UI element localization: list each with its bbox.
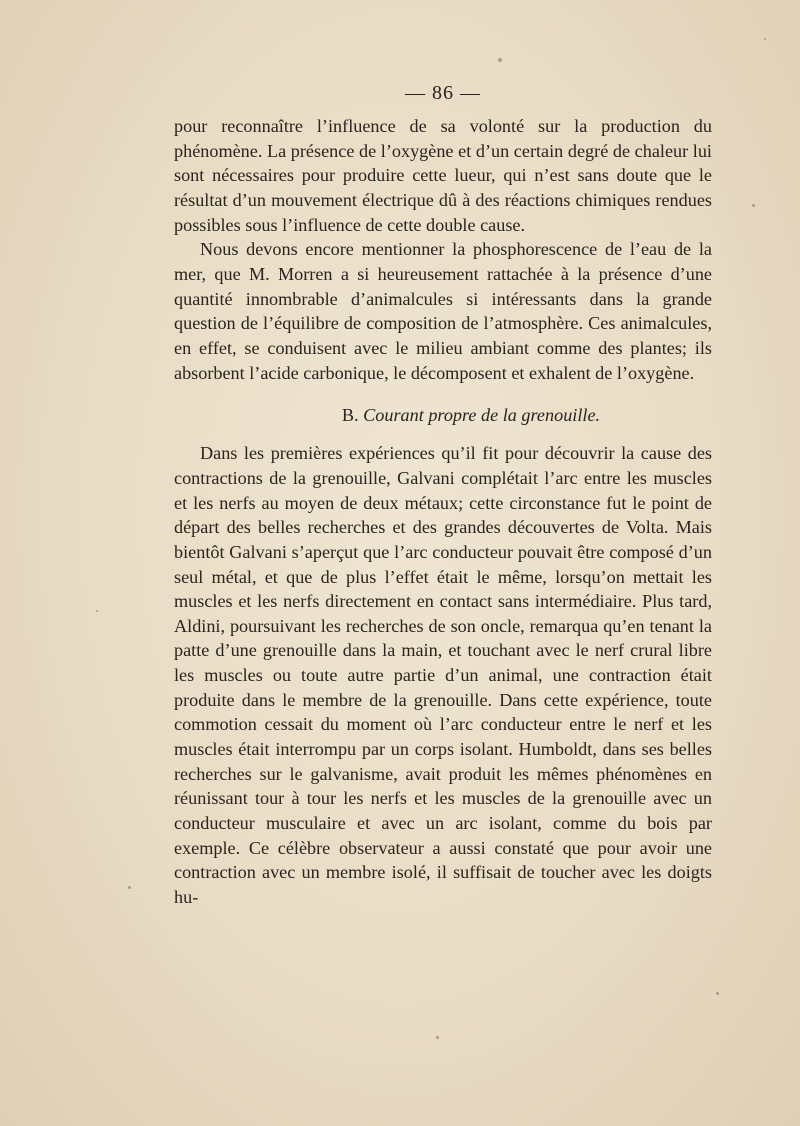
paper-speck bbox=[716, 992, 719, 995]
paper-speck bbox=[498, 58, 502, 62]
paper-speck bbox=[96, 610, 98, 612]
section-letter: B. bbox=[341, 405, 359, 426]
paper-speck bbox=[764, 38, 766, 40]
body-text bbox=[174, 114, 712, 910]
paper-speck bbox=[128, 886, 131, 889]
section-heading bbox=[174, 403, 712, 427]
paragraph: Dans les premières expériences qu’il fit pour découvrir la cause des contractions de la grenouille, Galvani complétait l’arc entre les muscles et les nerfs au moyen de deux métaux; cette circonstance fut le point de départ des belles recherches et des grandes découvertes de Volta. Mais bientôt Galvani s’aperçut que l’arc conducteur pouvait être composé d’un seul métal, et que de plus l’effet était le même, lorsqu’on mettait les muscles et les nerfs directement en contact sans intermédiaire. Plus tard, Aldini, poursuivant les recherches de son oncle, remarqua qu’en tenant la patte d’une grenouille dans la main, et touchant avec le nerf crural libre les muscles ou toute autre partie d’un animal, une contraction était produite dans le membre de la grenouille. Dans cette expérience, toute commotion cessait du moment où l’arc conducteur entre le nerf et les muscles était interrompu par un corps isolant. Humboldt, dans ses belles recherches sur le galvanisme, avait produit les mêmes phénomènes en réunissant tour à tour les nerfs et les muscles de la grenouille avec un conducteur musculaire et avec un arc isolant, comme du bois par exemple. Ce célèbre observateur a aussi constaté que pour avoir une contraction avec un membre isolé, il suffisait de toucher avec les doigts hu- bbox=[174, 443, 712, 908]
paper-speck bbox=[436, 1036, 439, 1039]
section-title: Courant propre de la grenouille. bbox=[363, 405, 601, 426]
paragraph: pour reconnaître l’influence de sa volonté sur la production du phénomène. La présence de l’oxygène et d’un certain degré de chaleur lui sont nécessaires pour produire cette lueur, qui n’est sans doute que le résultat d’un mouvement électrique dû à des réactions chimiques rendues possibles sous l’influence de cette double cause. bbox=[174, 116, 712, 235]
paper-speck bbox=[752, 204, 755, 207]
page-number: — 86 — bbox=[405, 82, 481, 104]
paragraph: Nous devons encore mentionner la phosphorescence de l’eau de la mer, que M. Morren a si heureusement rattachée à la présence d’une quantité innombrable d’animalcules si intéressants dans la grande question de l’équilibre de composition de l’atmosphère. Ces animalcules, en effet, se conduisent avec le milieu ambiant comme des plantes; ils absorbent l’acide carbonique, le décomposent et exhalent de l’oxygène. bbox=[174, 239, 712, 383]
